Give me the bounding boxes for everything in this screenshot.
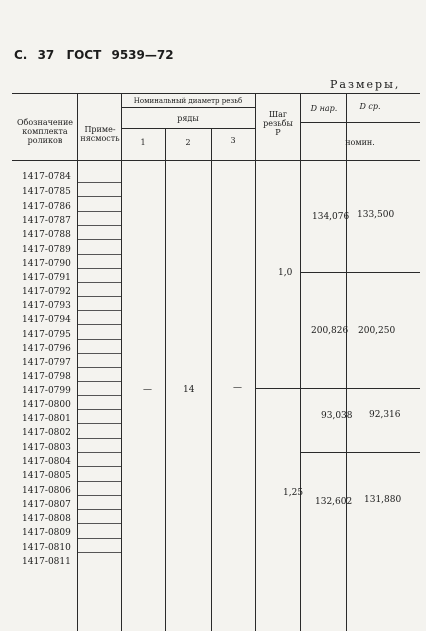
header-pitch: Шаг резьбы P xyxy=(263,110,293,137)
row1-dash: — xyxy=(143,385,152,395)
d-nar-value-3: 93,038 xyxy=(321,411,353,421)
table-row: 1417-0798 xyxy=(22,372,71,382)
col-line-4 xyxy=(211,128,212,631)
group-separator-3 xyxy=(300,452,420,453)
table-row: 1417-0800 xyxy=(22,400,71,410)
header-rows: ряды xyxy=(177,114,199,123)
header-d-sr: D ср. xyxy=(359,102,381,111)
table-row: 1417-0803 xyxy=(22,443,71,453)
table-row: 1417-0791 xyxy=(22,273,71,283)
row3-dash: — xyxy=(233,383,242,393)
header-row-3: 3 xyxy=(230,136,236,145)
header-bottom-border xyxy=(12,160,420,161)
table-row: 1417-0811 xyxy=(22,557,71,567)
table-row: 1417-0796 xyxy=(22,344,71,354)
col-line-5 xyxy=(255,93,256,631)
standard-label: ГОСТ xyxy=(66,48,102,62)
table-row: 1417-0787 xyxy=(22,216,71,226)
table-row: 1417-0801 xyxy=(22,414,71,424)
header-d-nar: D нар. xyxy=(310,104,338,113)
header-note: Приме-нясмость xyxy=(80,125,120,143)
header-nominal-diameter: Номинальный диаметр резьб xyxy=(133,97,243,105)
header-row-2: 2 xyxy=(185,138,191,147)
group-separator-2 xyxy=(256,388,420,389)
d-sr-value-2: 200,250 xyxy=(358,326,396,336)
header-nominal: номин. xyxy=(345,138,375,147)
col-line-3 xyxy=(165,128,166,631)
table-row: 1417-0804 xyxy=(22,457,71,467)
page-prefix: С. xyxy=(14,48,28,62)
pitch-value-2: 1,25 xyxy=(283,488,304,498)
table-row: 1417-0807 xyxy=(22,500,71,510)
page-header xyxy=(14,48,174,62)
d-nar-value-2: 200,826 xyxy=(311,326,349,336)
table-row: 1417-0805 xyxy=(22,471,71,481)
table-row: 1417-0789 xyxy=(22,245,71,255)
table-row: 1417-0799 xyxy=(22,386,71,396)
table-row: 1417-0810 xyxy=(22,543,71,553)
numbers-subheader-line xyxy=(121,128,255,129)
d-sr-value-3: 92,316 xyxy=(369,410,401,420)
col-line-2 xyxy=(121,93,122,631)
table-row: 1417-0794 xyxy=(22,315,71,325)
group-separator-1 xyxy=(300,272,420,273)
table-row: 1417-0809 xyxy=(22,528,71,538)
table-row: 1417-0785 xyxy=(22,187,71,197)
standard-number: 9539—72 xyxy=(111,48,174,62)
nominal-subheader-line xyxy=(300,122,420,123)
table-row: 1417-0786 xyxy=(22,202,71,212)
table-row: 1417-0790 xyxy=(22,259,71,269)
pitch-value-1: 1,0 xyxy=(278,268,293,278)
d-sr-value-4: 131,880 xyxy=(364,495,402,505)
table-row: 1417-0795 xyxy=(22,330,71,340)
table-row: 1417-0788 xyxy=(22,230,71,240)
table-top-border xyxy=(12,93,420,94)
page-number: 37 xyxy=(37,48,55,62)
d-nar-value-1: 134,076 xyxy=(312,212,350,222)
d-sr-value-1: 133,500 xyxy=(357,210,395,220)
table-row: 1417-0784 xyxy=(22,172,71,182)
table-row: 1417-0802 xyxy=(22,428,71,438)
d-nar-value-4: 132,602 xyxy=(315,497,353,507)
col-line-1 xyxy=(77,93,78,631)
row2-value: 14 xyxy=(183,385,195,395)
rows-subheader-line xyxy=(121,107,255,108)
header-designation: Обозначение комплекта роликов xyxy=(16,118,74,145)
col-line-6 xyxy=(300,93,301,631)
table-row: 1417-0797 xyxy=(22,358,71,368)
table-row: 1417-0806 xyxy=(22,486,71,496)
col-line-7 xyxy=(346,93,347,631)
table-row: 1417-0793 xyxy=(22,301,71,311)
table-row: 1417-0808 xyxy=(22,514,71,524)
header-row-1: 1 xyxy=(140,138,146,147)
dimensions-title: Размеры, xyxy=(330,78,401,91)
table-row: 1417-0792 xyxy=(22,287,71,297)
